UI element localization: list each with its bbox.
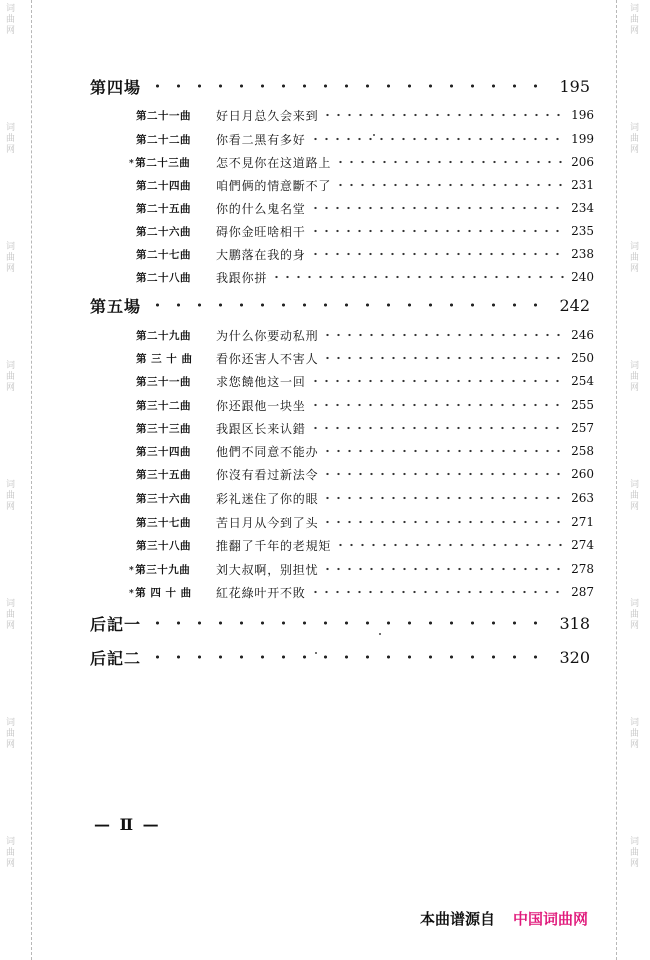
dot-leader: [335, 160, 564, 164]
watermark-char: 曲: [6, 15, 16, 25]
watermark-char: 曲: [6, 253, 16, 263]
dot-leader: [322, 472, 564, 476]
star-marker: *: [129, 565, 135, 576]
dot-leader: [310, 403, 564, 407]
song-title: 我跟你拼: [216, 270, 268, 285]
watermark-char: 词: [630, 361, 640, 371]
section-page: 318: [559, 613, 590, 633]
song-page: 206: [571, 155, 594, 169]
star-marker: *: [129, 588, 135, 599]
watermark-block: [630, 361, 639, 394]
song-page: 260: [571, 467, 594, 481]
dot-leader: [147, 655, 553, 659]
song-number: 第三十七曲: [136, 516, 191, 529]
watermark-block: [6, 361, 15, 394]
song-title: 你的什么鬼名堂: [216, 201, 306, 216]
entry-row: [136, 488, 594, 508]
section-title: 第四場: [90, 77, 142, 97]
entry-row: [136, 418, 594, 438]
watermark-char: 曲: [630, 491, 640, 501]
song-title: 你还跟他一块坐: [216, 398, 306, 413]
entry-row: [129, 152, 594, 172]
section-row: [90, 292, 590, 318]
song-title: 你沒有看过新法令: [216, 467, 319, 482]
watermark-char: 词: [6, 837, 16, 847]
credit-site[interactable]: 中国词曲网: [513, 910, 589, 928]
dot-leader: [335, 543, 564, 547]
song-number: 第二十九曲: [136, 329, 191, 342]
song-page: 274: [571, 538, 594, 552]
song-number: 第二十一曲: [136, 109, 191, 122]
song-number: 第三十一曲: [136, 375, 191, 388]
dot-leader: [322, 449, 564, 453]
dot-leader: [322, 520, 564, 524]
watermark-char: 词: [6, 599, 16, 609]
entry-row: [136, 441, 594, 461]
watermark-block: [630, 4, 639, 37]
song-page: 246: [571, 328, 594, 342]
right-border: [616, 0, 617, 960]
song-number: 第二十二曲: [136, 133, 191, 146]
watermark-block: [6, 599, 15, 632]
watermark-char: 曲: [630, 372, 640, 382]
song-page: 234: [571, 201, 594, 215]
entry-row: [136, 325, 594, 345]
song-number: 第三十二曲: [136, 399, 191, 412]
section-row: [90, 610, 590, 636]
section-page: 195: [559, 76, 590, 96]
watermark-column-left: [6, 0, 20, 960]
dot-leader: [271, 275, 564, 279]
watermark-char: 曲: [6, 729, 16, 739]
watermark-block: [630, 599, 639, 632]
watermark-char: 曲: [630, 134, 640, 144]
song-number: 第二十四曲: [136, 179, 191, 192]
song-title: 他們不同意不能办: [216, 444, 319, 459]
section-page: 320: [559, 647, 590, 667]
song-page: 257: [571, 421, 594, 435]
watermark-char: 曲: [630, 253, 640, 263]
song-title: 我跟区长来认錯: [216, 421, 306, 436]
watermark-char: 曲: [6, 610, 16, 620]
watermark-char: 网: [6, 859, 16, 869]
watermark-char: 词: [6, 480, 16, 490]
watermark-block: [630, 837, 639, 870]
watermark-char: 曲: [630, 610, 640, 620]
watermark-char: 词: [6, 361, 16, 371]
song-title: 你看二黑有多好: [216, 132, 306, 147]
song-page: 196: [571, 108, 594, 122]
song-page: 258: [571, 444, 594, 458]
watermark-char: 词: [6, 242, 16, 252]
watermark-char: 网: [6, 740, 16, 750]
dot-leader: [322, 356, 564, 360]
watermark-block: [6, 242, 15, 275]
song-title: 推翻了千年的老規矩: [216, 538, 332, 553]
entry-row: [136, 244, 594, 264]
entry-row: [136, 105, 594, 125]
dot-leader: [310, 206, 564, 210]
watermark-block: [630, 123, 639, 156]
watermark-block: [630, 480, 639, 513]
song-number: 第二十七曲: [136, 248, 191, 261]
watermark-char: 曲: [630, 848, 640, 858]
song-number: 第三十三曲: [136, 422, 191, 435]
entry-row: [136, 198, 594, 218]
song-title: 为什么你要动私刑: [216, 328, 319, 343]
watermark-block: [6, 123, 15, 156]
watermark-char: 词: [6, 4, 16, 14]
section-page: 242: [559, 295, 590, 315]
watermark-char: 网: [630, 740, 640, 750]
watermark-block: [6, 4, 15, 37]
watermark-char: 网: [630, 502, 640, 512]
watermark-block: [630, 242, 639, 275]
dot-leader: [322, 113, 564, 117]
dot-leader: [310, 229, 564, 233]
watermark-char: 曲: [630, 15, 640, 25]
entry-row: [136, 395, 594, 415]
song-number: 第三十四曲: [136, 445, 191, 458]
watermark-char: 网: [6, 264, 16, 274]
entry-row: [136, 535, 594, 555]
watermark-char: 网: [6, 145, 16, 155]
section-title: 第五場: [90, 296, 142, 316]
watermark-char: 词: [630, 718, 640, 728]
scan-speck: [315, 652, 317, 654]
song-page: 263: [571, 491, 594, 505]
song-number: 第二十八曲: [136, 271, 191, 284]
scan-speck: [379, 633, 381, 635]
watermark-char: 词: [630, 837, 640, 847]
watermark-block: [6, 480, 15, 513]
song-number: 第二十六曲: [136, 225, 191, 238]
song-title: 看你还害人不害人: [216, 351, 319, 366]
watermark-char: 词: [630, 480, 640, 490]
watermark-char: 网: [6, 26, 16, 36]
watermark-char: 网: [6, 383, 16, 393]
song-page: 278: [571, 562, 594, 576]
watermark-char: 词: [6, 123, 16, 133]
dot-leader: [310, 379, 564, 383]
watermark-char: 网: [630, 383, 640, 393]
watermark-char: 网: [630, 145, 640, 155]
song-title: 好日月总久会来到: [216, 108, 319, 123]
entry-row: [136, 464, 594, 484]
song-page: 254: [571, 374, 594, 388]
entry-row: [136, 221, 594, 241]
source-credit: [420, 908, 588, 929]
song-page: 231: [571, 178, 594, 192]
watermark-char: 网: [630, 621, 640, 631]
song-number: 第三十五曲: [136, 468, 191, 481]
page-number: — Ⅱ —: [94, 815, 161, 834]
watermark-char: 网: [6, 502, 16, 512]
song-page: 238: [571, 247, 594, 261]
star-marker: *: [129, 158, 135, 169]
section-title: 后記二: [90, 648, 142, 668]
song-number: 第三十八曲: [136, 539, 191, 552]
dot-leader: [322, 567, 564, 571]
watermark-char: 词: [6, 718, 16, 728]
entry-row: [136, 348, 594, 368]
entry-row: [136, 129, 594, 149]
song-title: 紅花綠叶开不敗: [216, 585, 306, 600]
song-title: 彩礼迷住了你的眼: [216, 491, 319, 506]
watermark-block: [6, 718, 15, 751]
song-page: 271: [571, 515, 594, 529]
song-title: 大鹏落在我的身: [216, 247, 306, 262]
dot-leader: [322, 333, 564, 337]
song-title: 咱們俩的情意斷不了: [216, 178, 332, 193]
section-row: [90, 73, 590, 99]
entry-row: [136, 512, 594, 532]
song-page: 235: [571, 224, 594, 238]
dot-leader: [322, 496, 564, 500]
song-title: 碍你金旺啥相干: [216, 224, 306, 239]
watermark-char: 词: [630, 4, 640, 14]
watermark-char: 网: [630, 26, 640, 36]
song-number: 第二十五曲: [136, 202, 191, 215]
watermark-char: 网: [630, 264, 640, 274]
watermark-char: 词: [630, 242, 640, 252]
watermark-char: 曲: [6, 848, 16, 858]
credit-prefix: 本曲谱源自: [420, 910, 496, 928]
watermark-char: 词: [630, 123, 640, 133]
song-title: 怎不見你在这道路上: [216, 155, 332, 170]
song-number: *第三十九曲: [129, 563, 191, 576]
dot-leader: [310, 137, 564, 141]
watermark-char: 网: [6, 621, 16, 631]
dot-leader: [147, 303, 553, 307]
song-title: 刘大叔啊，别担忧: [216, 562, 319, 577]
dot-leader: [147, 84, 553, 88]
watermark-char: 曲: [6, 372, 16, 382]
section-row: [90, 644, 590, 670]
song-page: 287: [571, 585, 594, 599]
entry-row: [136, 371, 594, 391]
song-title: 求您饒他这一回: [216, 374, 306, 389]
watermark-block: [630, 718, 639, 751]
entry-row: [129, 559, 594, 579]
entry-row: [136, 267, 594, 287]
left-border: [31, 0, 32, 960]
song-number: 第三十六曲: [136, 492, 191, 505]
watermark-column-right: [630, 0, 644, 960]
entry-row: [129, 582, 594, 602]
entry-row: [136, 175, 594, 195]
dot-leader: [335, 183, 564, 187]
section-title: 后記一: [90, 614, 142, 634]
dot-leader: [310, 252, 564, 256]
dot-leader: [310, 426, 564, 430]
watermark-char: 词: [630, 599, 640, 609]
watermark-char: 曲: [630, 729, 640, 739]
scan-speck: [373, 134, 375, 136]
song-page: 255: [571, 398, 594, 412]
watermark-char: 曲: [6, 134, 16, 144]
watermark-char: 曲: [6, 491, 16, 501]
dot-leader: [147, 621, 553, 625]
song-number: *第二十三曲: [129, 156, 191, 169]
song-page: 240: [571, 270, 594, 284]
song-title: 苦日月从今到了头: [216, 515, 319, 530]
song-number: 第 三 十 曲: [136, 352, 193, 365]
song-number: *第 四 十 曲: [129, 586, 192, 599]
watermark-char: 网: [630, 859, 640, 869]
watermark-block: [6, 837, 15, 870]
dot-leader: [310, 590, 564, 594]
song-page: 199: [571, 132, 594, 146]
song-page: 250: [571, 351, 594, 365]
